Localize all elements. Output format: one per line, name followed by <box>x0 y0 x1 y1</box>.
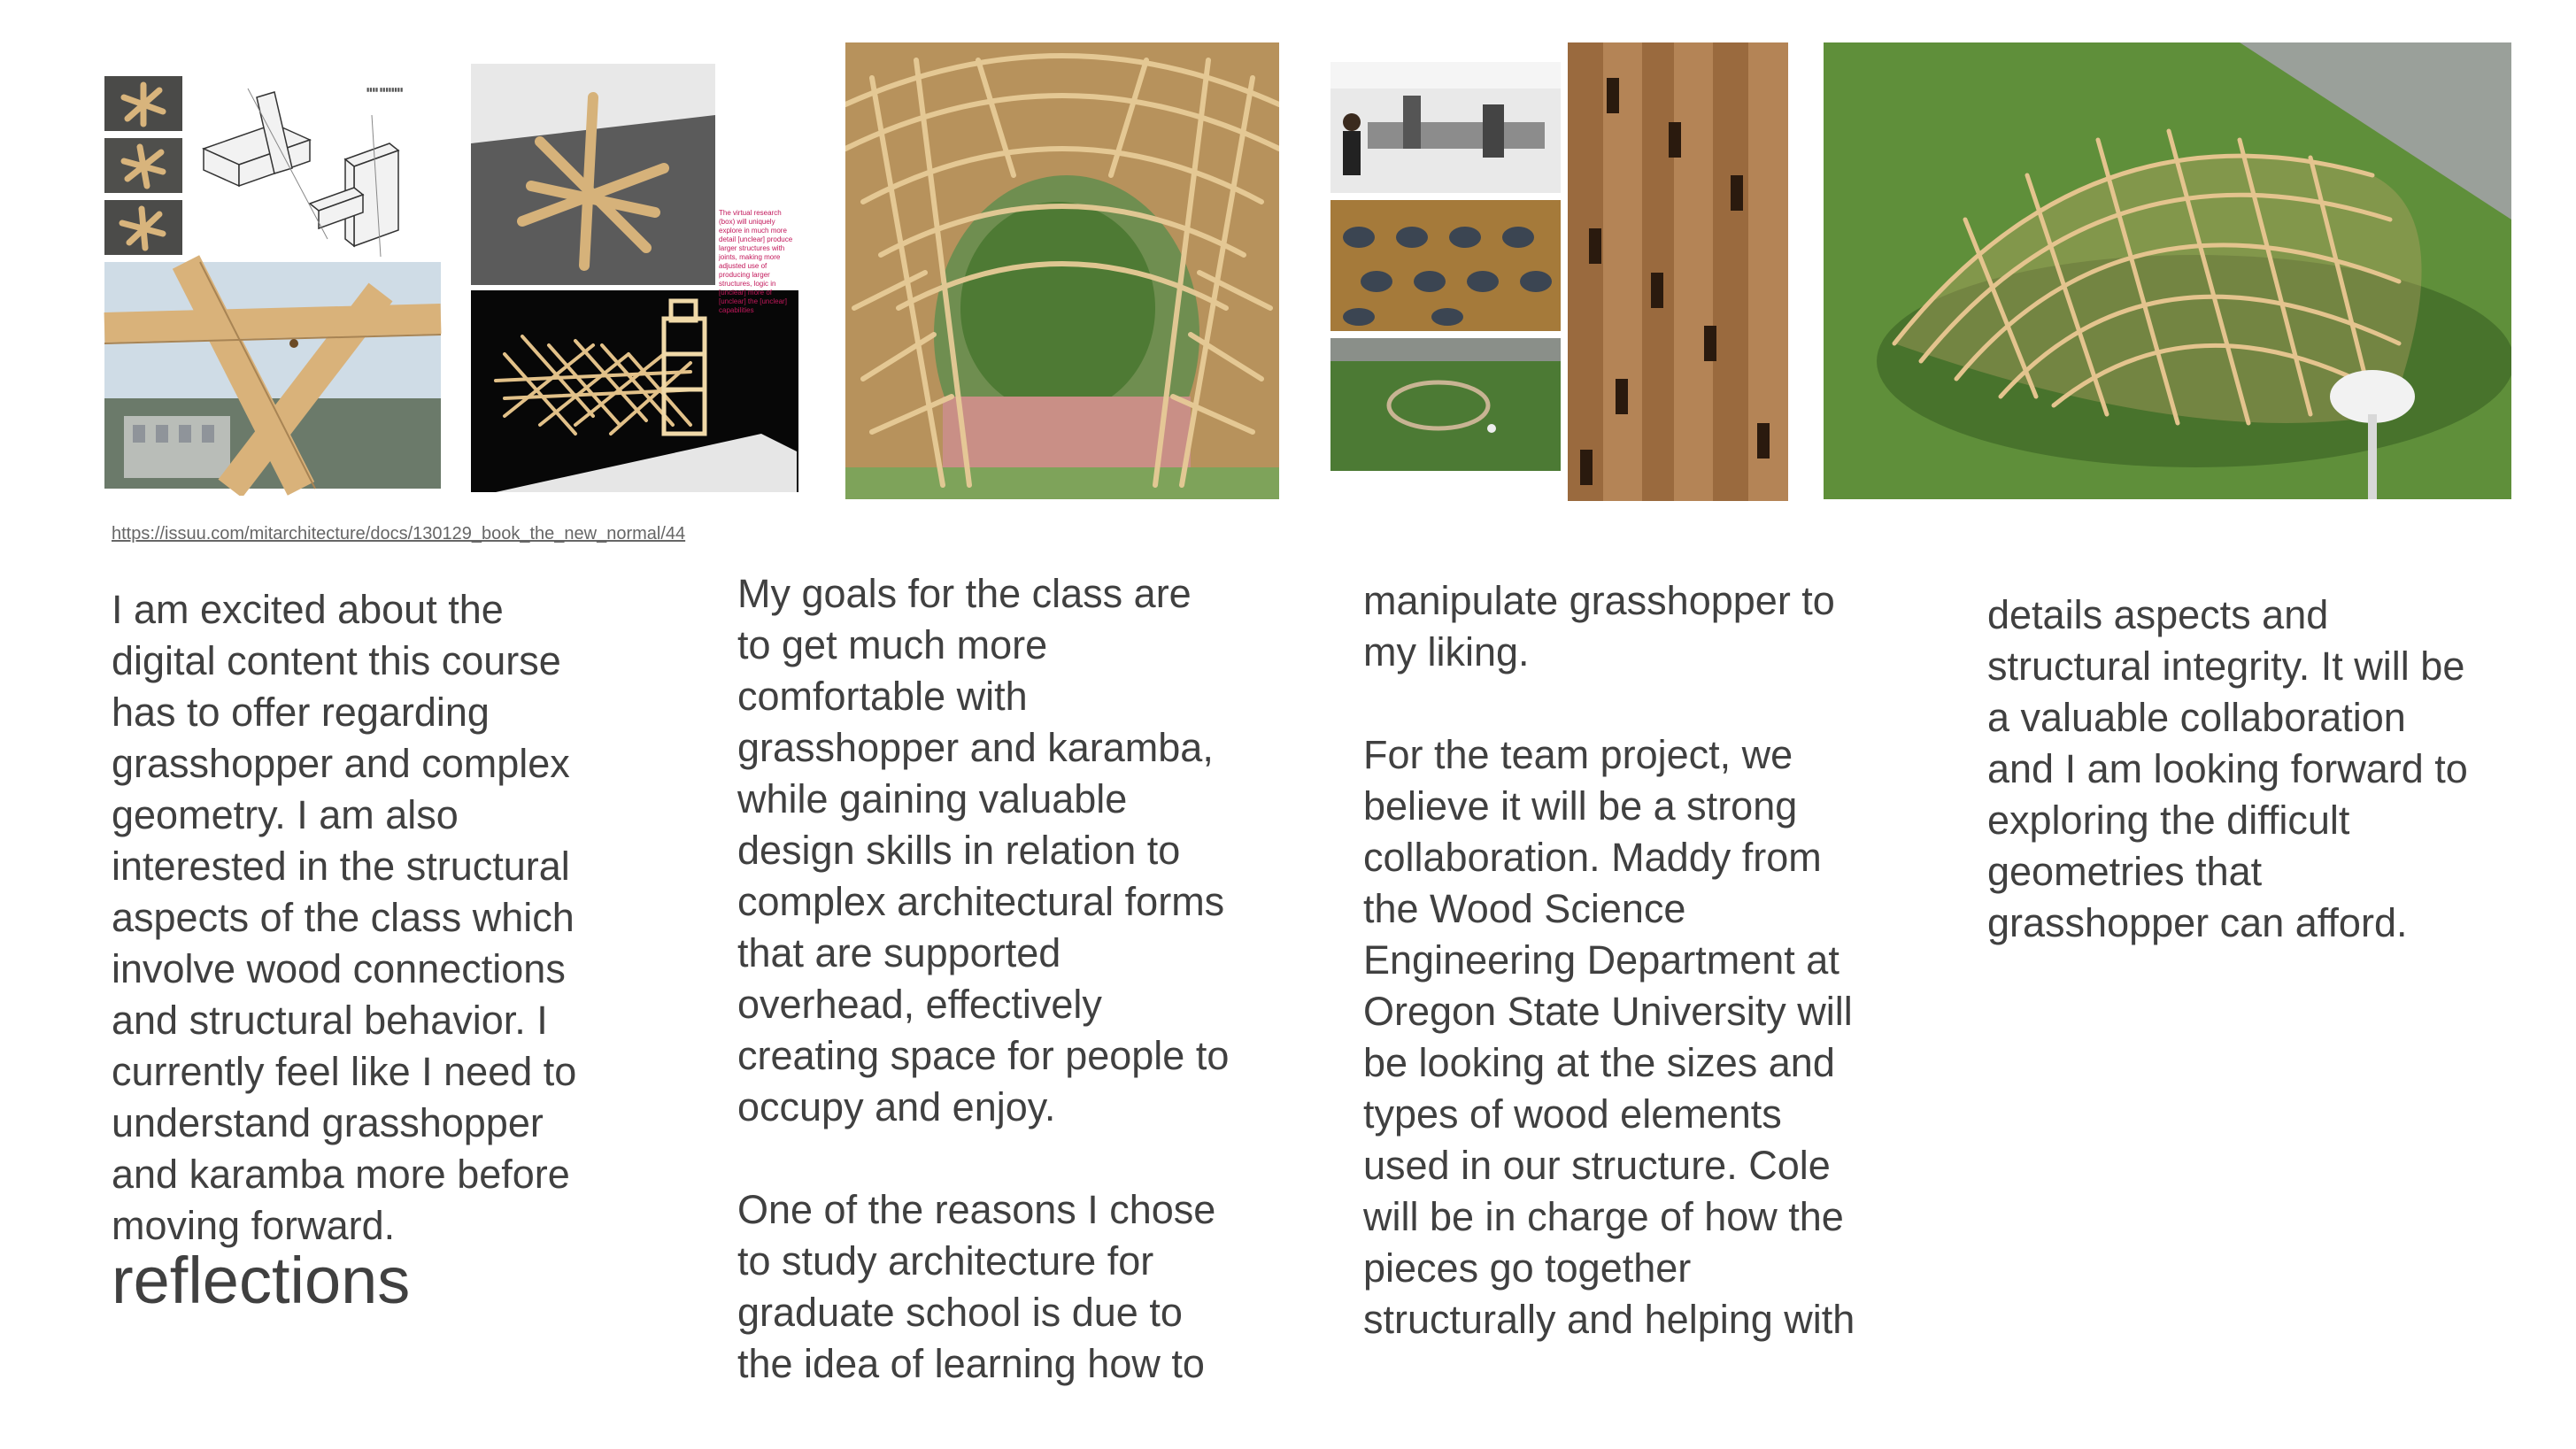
fabrication-collage <box>1315 42 1788 501</box>
joint-diagram-svg <box>89 62 443 496</box>
lattice-dome-svg <box>1824 42 2511 499</box>
wood-tunnel-svg <box>845 42 1279 499</box>
collage-caption: The virtual research (box) will uniquely explore in much more detail [unclear] produce larger structures with joints, making more adjusted use of producing larger structures, logic in [unclear] more of [unclear] the [unclear] capabilities <box>719 209 793 314</box>
joint-diagram-collage <box>89 62 443 496</box>
page-heading: reflections <box>112 1244 411 1317</box>
lattice-dome-photo <box>1824 42 2511 499</box>
reflection-column-4: details aspects and structural integrity. It will be a valuable collaboration and I am looking forward to exploring the difficult geometries that grasshopper can afford. <box>1987 592 2468 945</box>
fabrication-svg <box>1315 42 1788 501</box>
reflection-column-3: manipulate grasshopper to my liking. For the team project, we believe it will be a strong collaboration. Maddy from the Wood Science Engineering Department at Oregon State University will be looking at the sizes and types of wood elements used in our structure. Cole will be in charge of how the pieces go together structurally and helping with <box>1363 578 1855 1342</box>
source-link[interactable]: https://issuu.com/mitarchitecture/docs/130129_book_the_new_normal/44 <box>112 524 686 543</box>
reflection-column-1: I am excited about the digital content this course has to offer regarding grasshopper and complex geometry. I am also interested in the structural aspects of the class which involve wood connections and structural behavior. I currently feel like I need to understand grasshopper and karamba more before moving forward. <box>112 587 577 1248</box>
wood-tunnel-photo <box>845 42 1279 499</box>
model-photo-collage <box>469 62 806 496</box>
reflection-column-2: My goals for the class are to get much more comfortable with grasshopper and karamba, while gaining valuable design skills in relation to complex architectural forms that are supported overhead, effectively creating space for people to occupy and enjoy. One of the reasons I chose to study architecture for graduate school is due to the idea of learning how to <box>737 571 1230 1386</box>
diagram-title-text: ▮▮▮▮ ▮▮▮▮▮▮▮▮ <box>366 88 404 93</box>
